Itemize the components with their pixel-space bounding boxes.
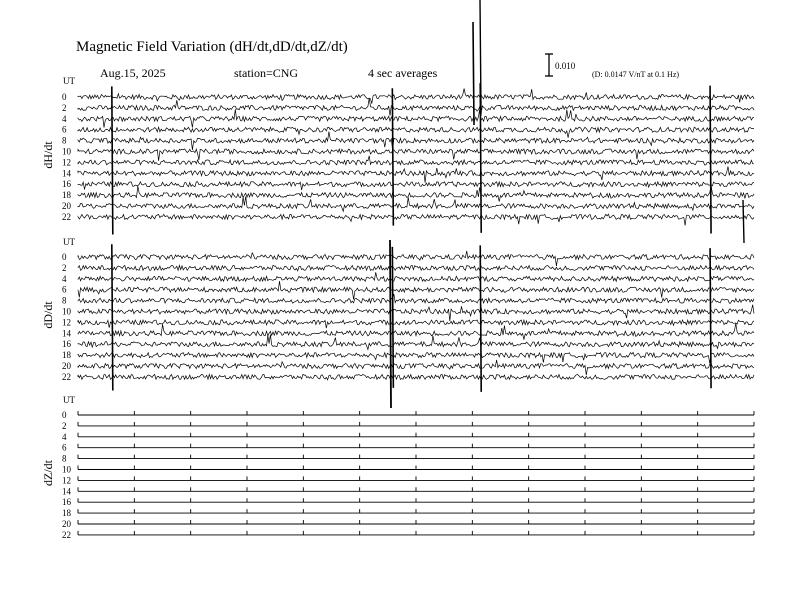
row-label: 2 [62, 102, 67, 113]
trace-row-0 [78, 251, 754, 266]
row-label: 20 [62, 519, 71, 529]
row-label: 4 [62, 431, 67, 442]
row-label: 22 [62, 529, 71, 540]
row-label: 16 [62, 339, 71, 350]
row-label: 12 [62, 157, 71, 168]
component-label: dH/dt [41, 141, 55, 169]
scale-note-label: (D: 0.0147 V/nT at 0.1 Hz) [592, 70, 680, 79]
trace-row-14 [78, 167, 754, 183]
page-title: Magnetic Field Variation (dH/dt,dD/dt,dZ/dt) [76, 39, 348, 55]
spike-event [390, 240, 391, 408]
spike-event [743, 200, 744, 243]
row-label: 0 [62, 92, 67, 102]
row-label: 4 [62, 113, 67, 124]
row-label: 22 [62, 371, 71, 382]
row-label: 12 [62, 317, 71, 328]
trace-row-8 [78, 294, 754, 303]
spike-event [480, 245, 481, 391]
row-label: 8 [62, 135, 67, 146]
ut-label: UT [63, 237, 75, 247]
spike-event [480, 0, 481, 110]
trace-row-4 [78, 272, 754, 281]
trace-row-2 [78, 98, 754, 116]
trace-row-18 [78, 185, 754, 201]
spike-event [112, 244, 113, 390]
averaging-label: 4 sec averages [368, 66, 438, 80]
trace-row-12 [78, 320, 754, 328]
trace-row-20 [78, 360, 754, 375]
row-label: 14 [62, 486, 71, 497]
row-label: 10 [62, 306, 71, 317]
trace-row-12 [78, 156, 754, 165]
scale-value-label: 0.010 [555, 61, 576, 71]
row-label: 18 [62, 190, 71, 201]
row-label: 0 [62, 252, 67, 262]
spike-event [710, 248, 711, 388]
trace-row-6 [78, 127, 754, 138]
component-label: dD/dt [41, 301, 55, 329]
panel-2 [41, 395, 754, 540]
row-label: 14 [62, 328, 71, 339]
row-label: 6 [62, 124, 67, 135]
row-label: 10 [62, 146, 71, 157]
row-label: 18 [62, 350, 71, 361]
row-label: 10 [62, 464, 71, 475]
trace-row-10 [78, 149, 754, 161]
spike-event [392, 88, 393, 225]
ut-label: UT [63, 76, 75, 86]
panel-1 [41, 237, 754, 392]
row-label: 6 [62, 442, 67, 453]
ut-label: UT [63, 395, 75, 405]
spike-event [112, 86, 113, 234]
trace-row-22 [78, 214, 754, 225]
trace-row-6 [78, 281, 754, 299]
trace-row-20 [78, 197, 754, 212]
trace-row-16 [78, 182, 754, 190]
trace-row-4 [78, 109, 754, 127]
row-label: 14 [62, 168, 71, 179]
trace-row-8 [78, 132, 754, 151]
row-label: 0 [62, 410, 67, 420]
row-label: 16 [62, 497, 71, 508]
trace-row-16 [78, 335, 754, 350]
row-label: 2 [62, 420, 67, 431]
row-label: 16 [62, 179, 71, 190]
trace-row-18 [78, 352, 754, 363]
station-label: station=CNG [234, 66, 299, 80]
trace-row-14 [78, 323, 754, 339]
row-label: 4 [62, 273, 67, 284]
row-label: 6 [62, 284, 67, 295]
spike-event [710, 86, 711, 234]
component-label: dZ/dt [41, 460, 55, 486]
spike-event [392, 247, 393, 388]
row-label: 8 [62, 295, 67, 306]
trace-row-22 [78, 374, 754, 379]
row-label: 8 [62, 453, 67, 464]
row-label: 22 [62, 211, 71, 222]
row-label: 20 [62, 361, 71, 371]
trace-row-0 [78, 89, 754, 104]
row-label: 12 [62, 475, 71, 486]
row-label: 2 [62, 262, 67, 273]
panel-0 [41, 76, 754, 234]
row-label: 18 [62, 508, 71, 519]
row-label: 20 [62, 201, 71, 211]
trace-row-2 [78, 265, 754, 270]
date-label: Aug.15, 2025 [100, 66, 166, 80]
spike-event [473, 22, 474, 125]
trace-row-10 [78, 305, 754, 321]
scale-bar [545, 54, 553, 76]
